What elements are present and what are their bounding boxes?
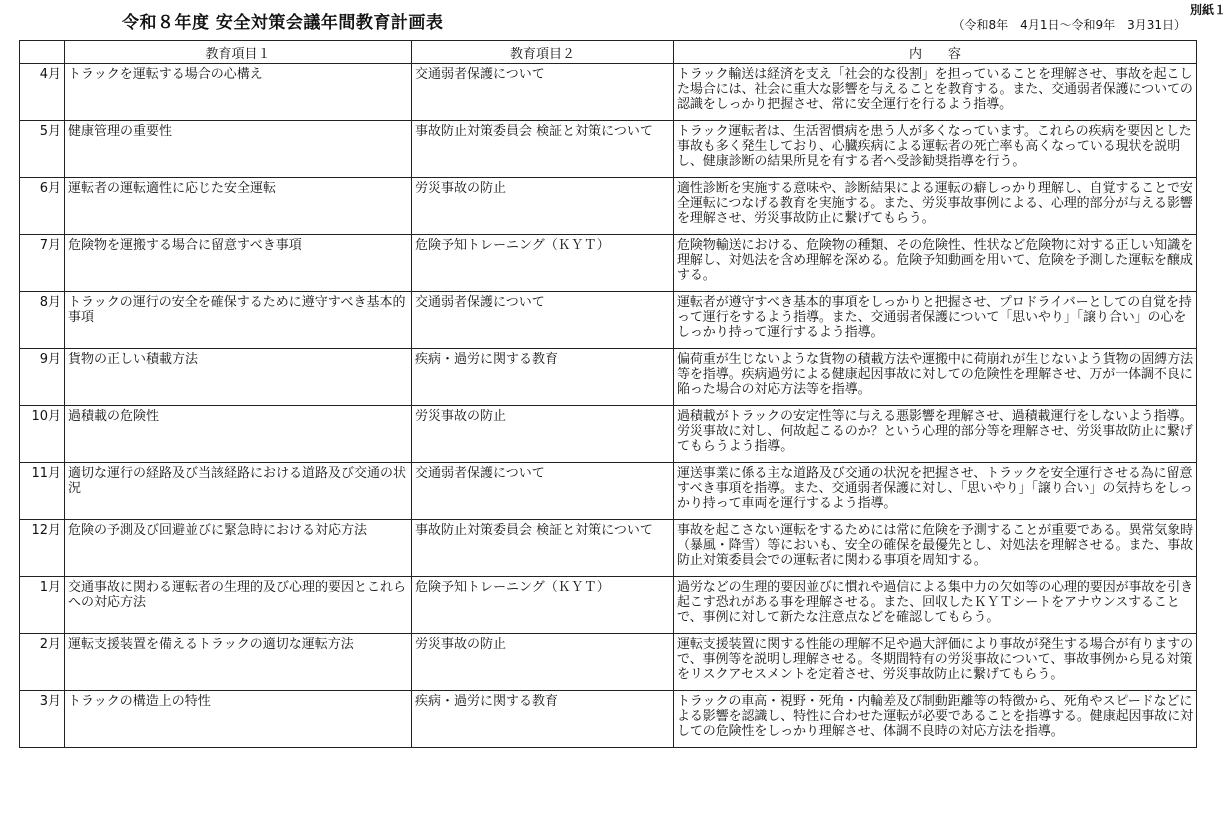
content-cell: 事故を起こさない運転をするためには常に危険を予測することが重要である。異常気象時（暴風・降雪）等においも、安全の確保を最優先とし、対処法を理解させる。また、事故防止対策委員会での運転者に関わる事項を周知する。 xyxy=(674,520,1197,577)
content-cell: 過積載がトラックの安定性等に与える悪影響を理解させ、過積載運行をしないよう指導。労災事故に対し、何故起こるのか？という心理的部分等を理解させ、労災事故防止に繋げてもらうよう指導。 xyxy=(674,406,1197,463)
item1-cell: トラックを運転する場合の心構え xyxy=(65,64,412,121)
item2-cell: 労災事故の防止 xyxy=(412,406,674,463)
content-cell: 適性診断を実施する意味や、診断結果による運転の癖しっかり理解し、自覚することで安全運転につなげる教育を実施する。また、労災事故事例による、心理的部分が与える影響を理解させ、労災事故防止に繋げてもらう。 xyxy=(674,178,1197,235)
item1-cell: 危険の予測及び回避並びに緊急時における対応方法 xyxy=(65,520,412,577)
content-cell: 過労などの生理的要因並びに慣れや過信による集中力の欠如等の心理的要因が事故を引き起こす恐れがある事を理解させる。また、回収したＫＹＴシートをアナウンスすることで、事例に対して新たな注意点などを確認してもらう。 xyxy=(674,577,1197,634)
item2-cell: 交通弱者保護について xyxy=(412,64,674,121)
content-cell: 偏荷重が生じないような貨物の積載方法や運搬中に荷崩れが生じないよう貨物の固縛方法等を指導。疾病過労による健康起因事故に対しての危険性を理解させ、万が一体調不良に陥った場合の対応方法等を指導。 xyxy=(674,349,1197,406)
month-cell: 10月 xyxy=(20,406,65,463)
content-cell: 危険物輸送における、危険物の種類、その危険性、性状など危険物に対する正しい知識を理解し、対処法を含め理解を深める。危険予知動画を用いて、危険を予測した運転を醸成する。 xyxy=(674,235,1197,292)
item1-cell: 運転支援装置を備えるトラックの適切な運転方法 xyxy=(65,634,412,691)
plan-period: （令和8年 4月1日～令和9年 3月31日） xyxy=(952,18,1186,32)
item2-cell: 事故防止対策委員会 検証と対策について xyxy=(412,520,674,577)
document-title: 令和８年度 安全対策会議年間教育計画表 xyxy=(122,13,444,33)
content-cell: トラック輸送は経済を支え「社会的な役割」を担っていることを理解させ、事故を起こした場合には、社会に重大な影響を与えることを教育する。また、交通弱者保護についての認識をしっかり把握させ、常に安全運行を行るよう指導。 xyxy=(674,64,1197,121)
item1-cell: 貨物の正しい積載方法 xyxy=(65,349,412,406)
header-month xyxy=(20,41,65,64)
item2-cell: 労災事故の防止 xyxy=(412,178,674,235)
item2-cell: 疾病・過労に関する教育 xyxy=(412,691,674,748)
annex-label: 別紙１ xyxy=(1189,3,1226,17)
header-content: 内 容 xyxy=(674,41,1197,64)
month-cell: 9月 xyxy=(20,349,65,406)
table-row xyxy=(20,691,1197,748)
item2-cell: 事故防止対策委員会 検証と対策について xyxy=(412,121,674,178)
month-cell: 5月 xyxy=(20,121,65,178)
month-cell: 3月 xyxy=(20,691,65,748)
item1-cell: 運転者の運転適性に応じた安全運転 xyxy=(65,178,412,235)
month-cell: 1月 xyxy=(20,577,65,634)
table-row xyxy=(20,406,1197,463)
table-row xyxy=(20,634,1197,691)
table-header-row xyxy=(20,41,1197,64)
item1-cell: 過積載の危険性 xyxy=(65,406,412,463)
item1-cell: 交通事故に関わる運転者の生理的及び心理的要因とこれらへの対応方法 xyxy=(65,577,412,634)
item2-cell: 交通弱者保護について xyxy=(412,292,674,349)
table-row xyxy=(20,235,1197,292)
item2-cell: 危険予知トレーニング（ＫＹＴ） xyxy=(412,577,674,634)
item1-cell: 危険物を運搬する場合に留意すべき事項 xyxy=(65,235,412,292)
education-plan-table xyxy=(19,40,1197,748)
table-row xyxy=(20,292,1197,349)
table-row xyxy=(20,577,1197,634)
month-cell: 4月 xyxy=(20,64,65,121)
item1-cell: トラックの運行の安全を確保するために遵守すべき基本的事項 xyxy=(65,292,412,349)
table-row xyxy=(20,463,1197,520)
item1-cell: 健康管理の重要性 xyxy=(65,121,412,178)
item2-cell: 労災事故の防止 xyxy=(412,634,674,691)
month-cell: 11月 xyxy=(20,463,65,520)
content-cell: 運転者が遵守すべき基本的事項をしっかりと把握させ、プロドライバーとしての自覚を持って運行をするよう指導。また、交通弱者保護について「思いやり」「譲り合い」の心をしっかり持って運行するよう指導。 xyxy=(674,292,1197,349)
content-cell: トラック運転者は、生活習慣病を患う人が多くなっています。これらの疾病を要因とした事故も多く発生しており、心臓疾病による運転者の死亡率も高くなっている現状を説明し、健康診断の結果所見を有する者へ受診勧奨指導を行う。 xyxy=(674,121,1197,178)
month-cell: 6月 xyxy=(20,178,65,235)
month-cell: 8月 xyxy=(20,292,65,349)
document-header xyxy=(0,0,1230,40)
table-row xyxy=(20,349,1197,406)
item2-cell: 交通弱者保護について xyxy=(412,463,674,520)
month-cell: 12月 xyxy=(20,520,65,577)
table-row xyxy=(20,520,1197,577)
item2-cell: 危険予知トレーニング（ＫＹＴ） xyxy=(412,235,674,292)
content-cell: 運転支援装置に関する性能の理解不足や過大評価により事故が発生する場合が有りますので、事例等を説明し理解させる。冬期間特有の労災事故について、事故事例から見る対策をリスクアセスメントを定着させ、労災事故防止に繋げてもらう。 xyxy=(674,634,1197,691)
item1-cell: トラックの構造上の特性 xyxy=(65,691,412,748)
month-cell: 2月 xyxy=(20,634,65,691)
item2-cell: 疾病・過労に関する教育 xyxy=(412,349,674,406)
month-cell: 7月 xyxy=(20,235,65,292)
content-cell: 運送事業に係る主な道路及び交通の状況を把握させ、トラックを安全運行させる為に留意すべき事項を指導。また、交通弱者保護に対し、「思いやり」「譲り合い」の気持ちをしっかり持って車両を運行するよう指導。 xyxy=(674,463,1197,520)
header-item2: 教育項目２ xyxy=(412,41,674,64)
table-row xyxy=(20,121,1197,178)
item1-cell: 適切な運行の経路及び当該経路における道路及び交通の状況 xyxy=(65,463,412,520)
table-row xyxy=(20,178,1197,235)
header-item1: 教育項目１ xyxy=(65,41,412,64)
table-row xyxy=(20,64,1197,121)
content-cell: トラックの車高・視野・死角・内輪差及び制動距離等の特徴から、死角やスピードなどによる影響を認識し、特性に合わせた運転が必要であることを指導する。健康起因事故に対しての危険性をしっかり理解させ、体調不良時の対応方法を指導。 xyxy=(674,691,1197,748)
